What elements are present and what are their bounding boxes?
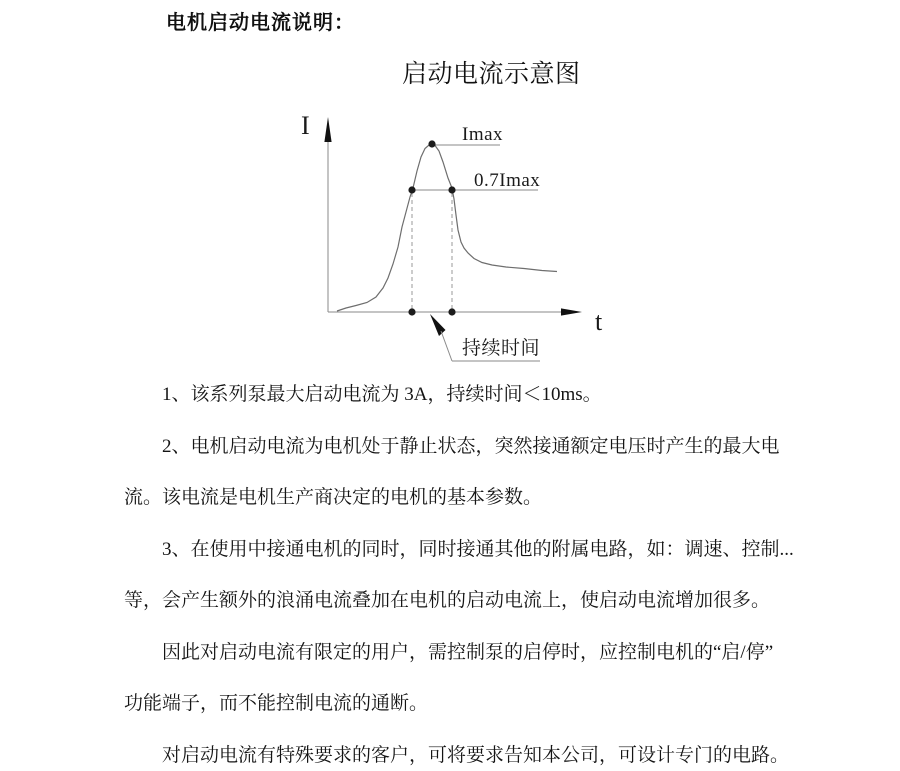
y-axis-arrow-icon bbox=[324, 117, 331, 142]
duration-arrow-icon bbox=[430, 314, 446, 336]
body-text bbox=[124, 369, 824, 771]
duration-leader-diagonal bbox=[441, 331, 452, 361]
paragraph-line-8: 对启动电流有特殊要求的客户，可将要求告知本公司，可设计专门的电路。 bbox=[162, 744, 790, 766]
paragraph-line-4: 3、在使用中接通电机的同时，同时接通其他的附属电路，如：调速、控制... bbox=[162, 538, 794, 560]
figure-title: 启动电流示意图 bbox=[402, 61, 581, 88]
dot-07-left bbox=[408, 186, 415, 193]
doc-heading: 电机启动电流说明： bbox=[166, 12, 355, 34]
x-axis-label: t bbox=[595, 307, 603, 336]
axis-dot-right bbox=[448, 308, 455, 315]
axis-dot-left bbox=[408, 308, 415, 315]
peak-dot bbox=[428, 140, 435, 147]
x-axis-arrow-icon bbox=[561, 308, 582, 315]
paragraph-line-6: 因此对启动电流有限定的用户，需控制泵的启停时，应控制电机的“启/停” bbox=[162, 641, 774, 663]
imax07-label: 0.7Imax bbox=[474, 170, 541, 191]
duration-label: 持续时间 bbox=[462, 338, 541, 359]
paragraph-line-2: 2、电机启动电流为电机处于静止状态，突然接通额定电压时产生的最大电 bbox=[162, 435, 780, 457]
y-axis-label: I bbox=[301, 111, 310, 140]
startup-current-diagram bbox=[280, 100, 640, 380]
paragraph-line-3: 流。该电流是电机生产商决定的电机的基本参数。 bbox=[124, 487, 543, 508]
paragraph-line-5: 等，会产生额外的浪涌电流叠加在电机的启动电流上，使启动电流增加很多。 bbox=[124, 590, 771, 611]
paragraph-line-7: 功能端子，而不能控制电流的通断。 bbox=[124, 693, 429, 714]
paragraph-line-1: 1、该系列泵最大启动电流为 3A，持续时间＜10ms。 bbox=[162, 384, 602, 405]
imax-label: Imax bbox=[462, 124, 504, 145]
dot-07-right bbox=[448, 186, 455, 193]
